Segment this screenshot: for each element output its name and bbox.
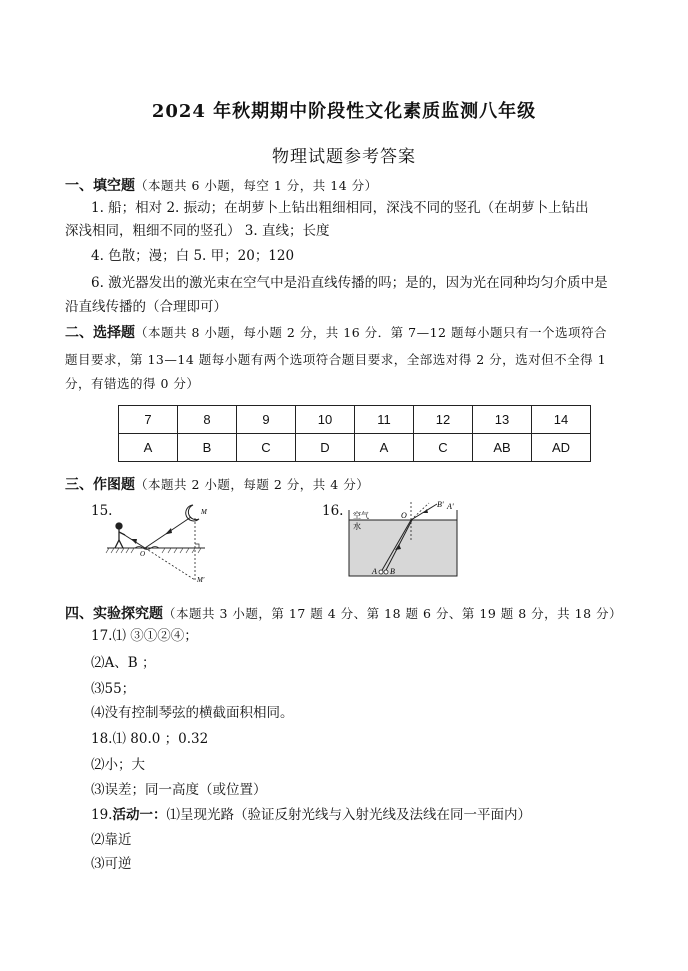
answer-table-answer-row <box>119 434 591 462</box>
section-1-line-2: 深浅相同，粗细不同的竖孔） 3. 直线；长度 <box>65 223 330 239</box>
answer-19-1-text: ⑴呈现光路（验证反射光线与入射光线及法线在同一平面内） <box>166 807 531 823</box>
label-O: O <box>401 511 407 520</box>
section-3-title: 三、作图题 <box>65 477 135 493</box>
question-number-10: 10 <box>296 406 355 434</box>
answer-table-number-row <box>119 406 591 434</box>
question-number-14: 14 <box>532 406 591 434</box>
section-3-note: （本题共 2 小题，每题 2 分，共 4 分） <box>135 477 370 492</box>
answer-18-2: ⑵小；大 <box>91 757 145 773</box>
answer-19-2: ⑵靠近 <box>91 832 132 848</box>
question-number-9: 9 <box>237 406 296 434</box>
answer-11: A <box>355 434 414 462</box>
label-B: B <box>390 567 395 576</box>
section-1-line-3: 4. 色散；漫；白 5. 甲；20；120 <box>91 248 295 264</box>
question-number-8: 8 <box>178 406 237 434</box>
question-number-12: 12 <box>414 406 473 434</box>
section-3-heading <box>65 474 369 494</box>
label-air: 空气 <box>353 511 369 520</box>
question-number-13: 13 <box>473 406 532 434</box>
answer-10: D <box>296 434 355 462</box>
ground-hatching <box>106 548 201 553</box>
answer-19-3: ⑶可逆 <box>91 856 132 872</box>
answer-17-2: ⑵A、B ； <box>91 655 156 671</box>
answer-table <box>118 405 591 462</box>
section-2-note-1: （本题共 8 小题，每小题 2 分，共 16 分．第 7—12 题每小题只有一个选项符合 <box>135 325 607 340</box>
section-2-note-2: 题目要求，第 13—14 题每小题有两个选项符合题目要求，全部选对得 2 分，选对但不全得 1 <box>65 352 607 367</box>
answer-7: A <box>119 434 178 462</box>
section-1-line-4: 6. 激光器发出的激光束在空气中是沿直线传播的吗；是的，因为光在同种均匀介质中是 <box>91 275 608 291</box>
page-title: 2024 年秋期期中阶段性文化素质监测八年级 <box>151 101 537 122</box>
answer-17-1: 17.⑴ ③①②④； <box>91 628 198 644</box>
label-A: A <box>372 567 377 576</box>
person-icon <box>115 523 125 548</box>
answer-8: B <box>178 434 237 462</box>
label-M: M <box>201 508 207 516</box>
answer-17-4: ⑷没有控制琴弦的横截面积相同。 <box>91 705 294 721</box>
answer-19-prefix: 19. <box>91 807 113 823</box>
answer-12: C <box>414 434 473 462</box>
answer-14: AD <box>532 434 591 462</box>
section-2-note-3: 分，有错选的得 0 分） <box>65 376 200 391</box>
answer-18-1: 18.⑴ 80.0 ；0.32 <box>91 731 209 747</box>
answer-19-1 <box>91 804 531 827</box>
section-4-title: 四、实验探究题 <box>65 606 163 622</box>
section-2-heading <box>65 322 607 342</box>
page-subtitle: 物理试题参考答案 <box>272 147 416 167</box>
answer-13: AB <box>473 434 532 462</box>
label-water: 水 <box>353 522 361 531</box>
section-1-title: 一、填空题 <box>65 178 135 194</box>
figure-15-number: 15. <box>91 503 113 519</box>
section-4-note: （本题共 3 小题，第 17 题 4 分、第 18 题 6 分、第 19 题 8 分，共 18 分） <box>163 606 623 621</box>
figure-16-number: 16. <box>322 503 344 519</box>
activity-one-label: 活动一： <box>112 807 167 823</box>
section-1-heading <box>65 175 378 195</box>
section-1-line-1: 1. 船；相对 2. 振动；在胡萝卜上钻出粗细相同，深浅不同的竖孔（在胡萝卜上钻出 <box>91 200 589 216</box>
answer-17-3: ⑶55； <box>91 681 136 697</box>
label-M-prime: M' <box>197 576 205 584</box>
section-2-title: 二、选择题 <box>65 325 135 341</box>
answer-18-3: ⑶误差；同一高度（或位置） <box>91 782 267 798</box>
label-B-prime: B' <box>437 500 444 509</box>
water-area <box>349 520 457 576</box>
figure-16-diagram <box>345 498 465 580</box>
label-O: O <box>140 550 146 558</box>
figure-15-diagram <box>105 500 220 595</box>
question-number-11: 11 <box>355 406 414 434</box>
section-4-heading <box>65 603 622 623</box>
question-number-7: 7 <box>119 406 178 434</box>
answer-9: C <box>237 434 296 462</box>
section-1-line-5: 沿直线传播的（合理即可） <box>65 299 227 315</box>
section-1-note: （本题共 6 小题，每空 1 分，共 14 分） <box>135 178 378 193</box>
label-A-prime: A' <box>447 502 454 511</box>
moon-icon <box>186 505 199 521</box>
